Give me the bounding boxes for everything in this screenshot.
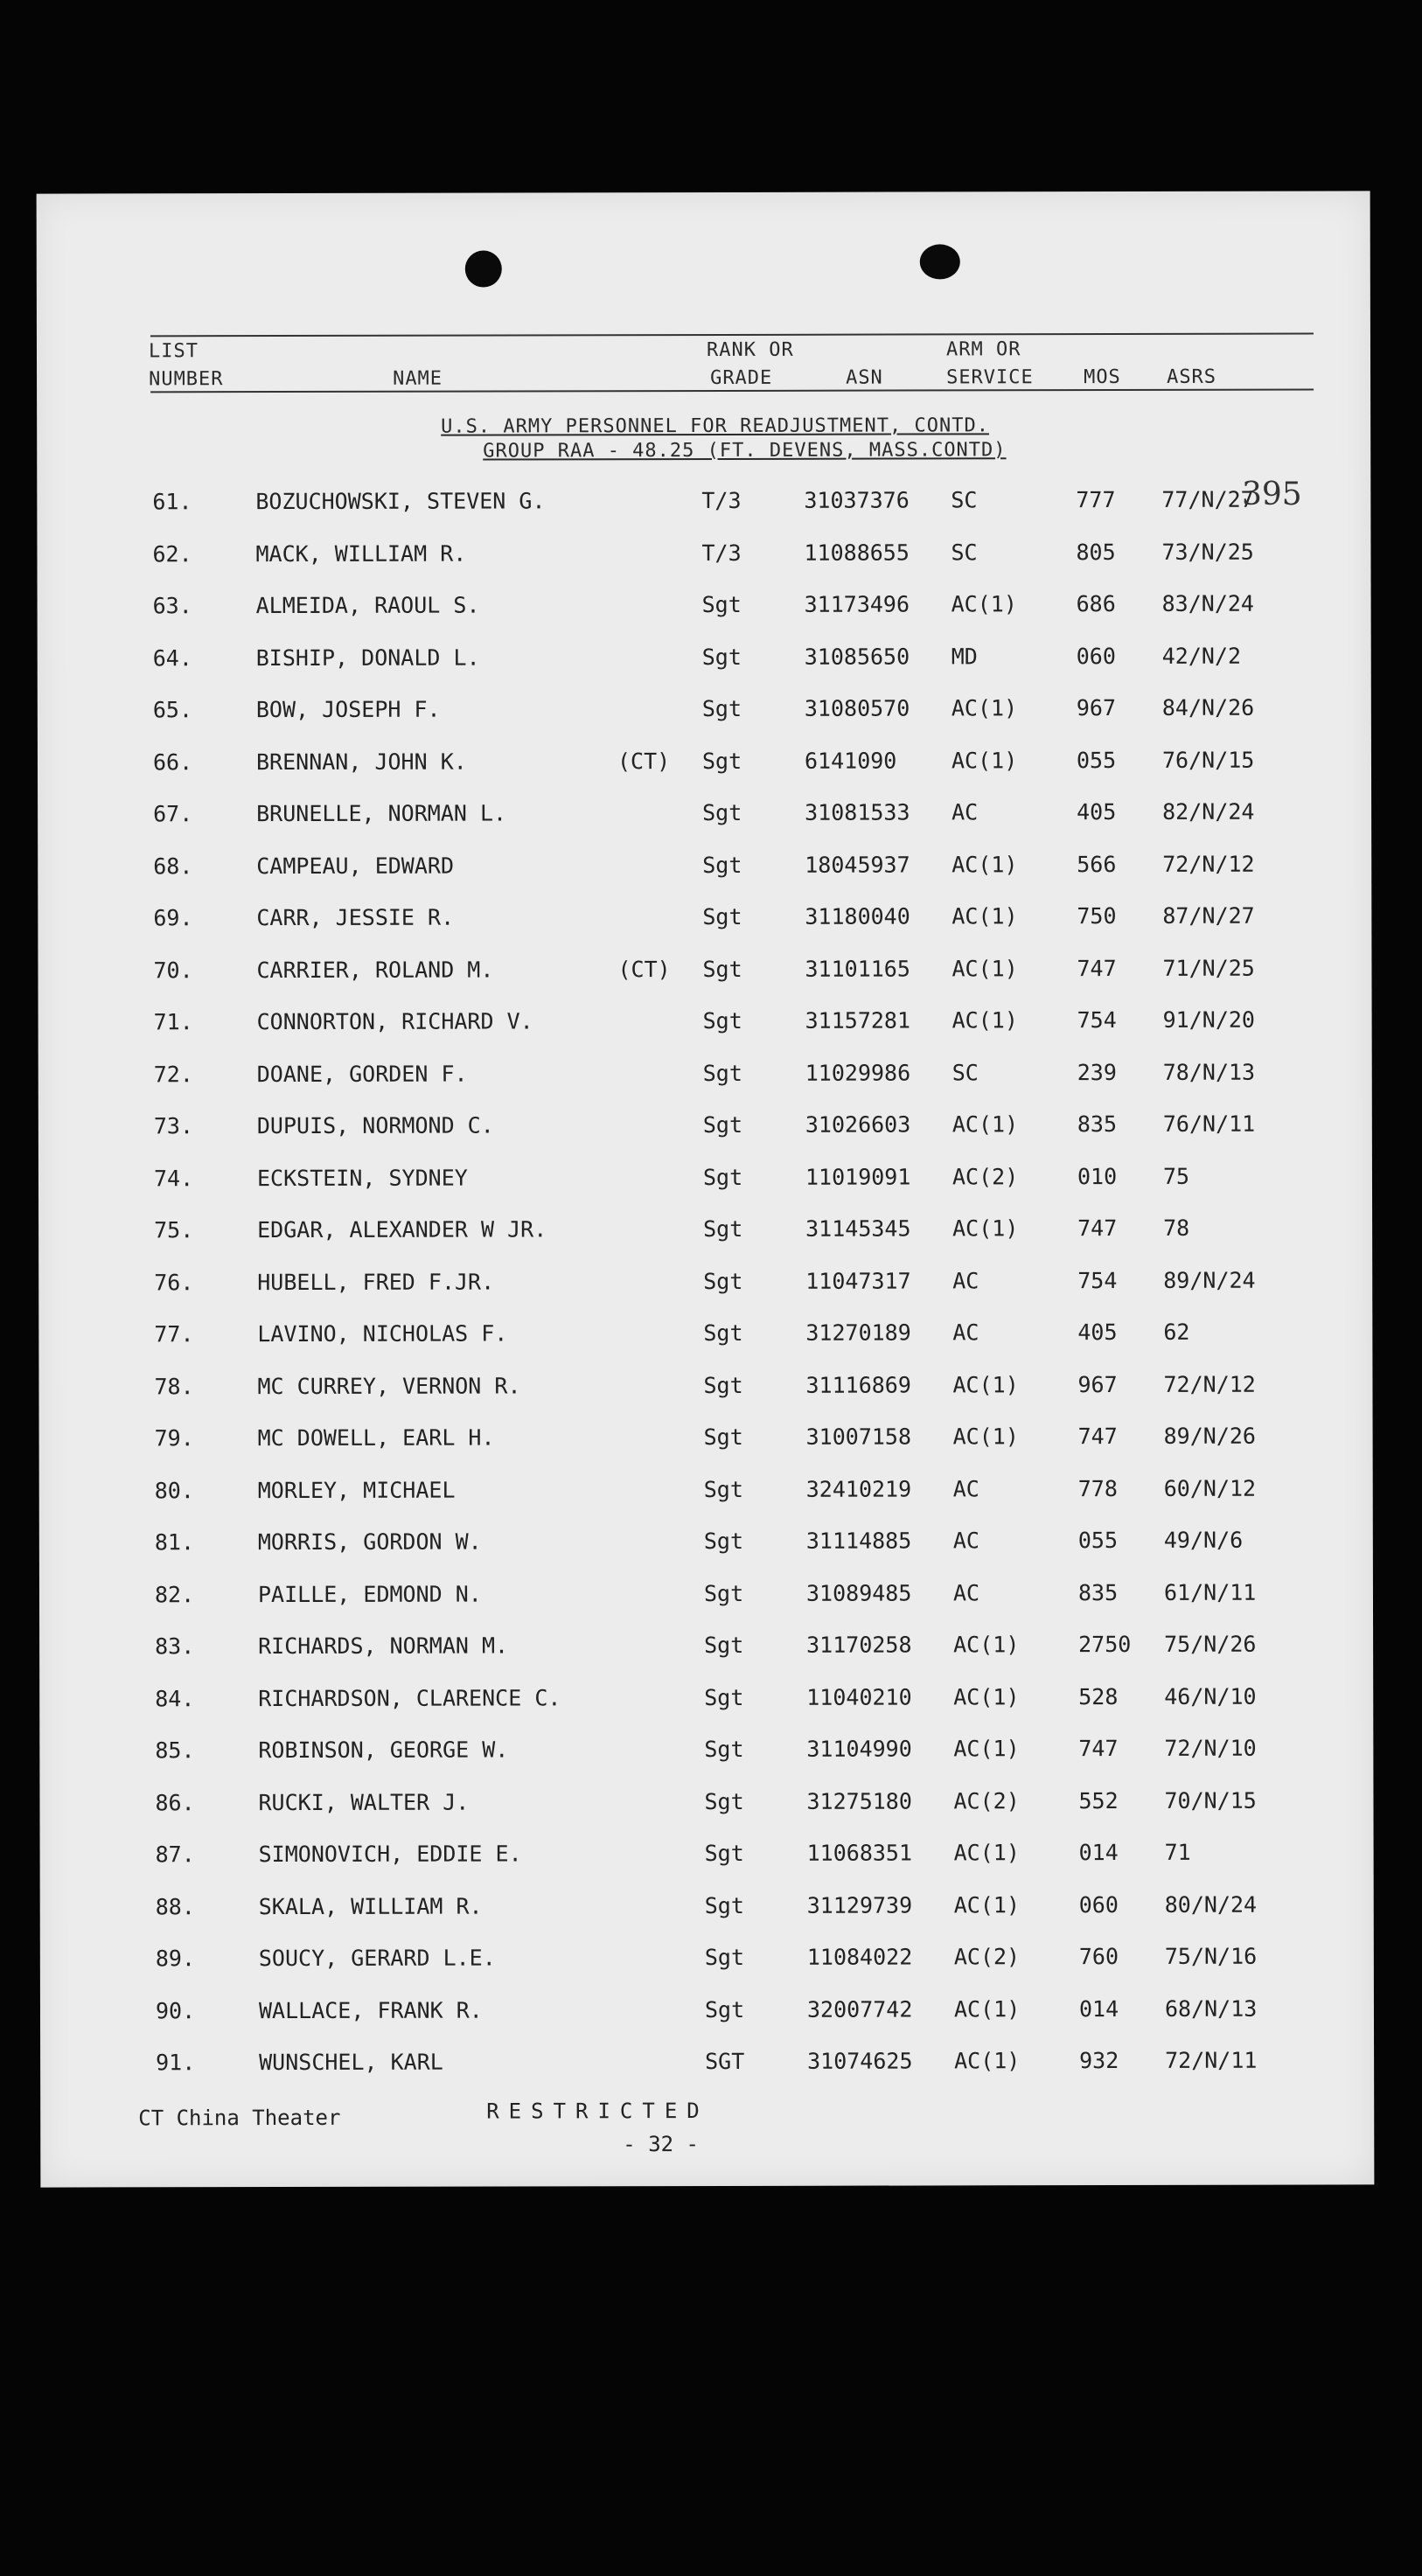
table-row: [38, 1006, 1372, 1062]
header-mos: MOS: [1084, 366, 1121, 389]
table-row: [38, 747, 1371, 802]
header-rule-bottom: [150, 389, 1314, 393]
arm-service-cell: AC(1): [951, 747, 1018, 773]
mos-cell: 010: [1077, 1163, 1118, 1189]
asn-cell: 11088655: [804, 540, 910, 566]
asrs-cell: 78: [1163, 1215, 1190, 1241]
asn-cell: 31080570: [804, 695, 910, 721]
table-row: [40, 1839, 1374, 1894]
mos-cell: 754: [1077, 1267, 1118, 1293]
arm-service-cell: AC(2): [951, 1163, 1019, 1189]
grade-cell: Sgt: [703, 1424, 743, 1451]
table-row: [40, 1943, 1374, 1998]
grade-cell: Sgt: [704, 1996, 745, 2023]
grade-cell: Sgt: [702, 1007, 742, 1034]
side-page-number: 395: [1242, 477, 1302, 512]
mos-cell: 528: [1078, 1683, 1119, 1709]
header-name: NAME: [393, 367, 443, 390]
grade-cell: Sgt: [702, 956, 742, 982]
table-row: [38, 643, 1371, 698]
arm-service-cell: MD: [951, 643, 978, 669]
mos-cell: 405: [1077, 1319, 1118, 1346]
person-name-cell: RICHARDSON, CLARENCE C.: [258, 1684, 561, 1711]
mos-cell: 754: [1077, 1007, 1117, 1034]
person-name-cell: BRENNAN, JOHN K.: [255, 748, 467, 775]
person-name-cell: HUBELL, FRED F.JR.: [257, 1269, 495, 1295]
arm-service-cell: AC(2): [953, 1944, 1021, 1970]
asrs-cell: 78/N/13: [1162, 1059, 1256, 1085]
punch-hole-left: [465, 250, 502, 287]
asrs-cell: 84/N/26: [1161, 694, 1255, 721]
grade-cell: Sgt: [701, 644, 742, 670]
asn-cell: 32007742: [806, 1996, 913, 2023]
page-number: - 32 -: [623, 2132, 700, 2157]
mos-cell: 760: [1078, 1944, 1119, 1970]
list-number-cell: 74.: [153, 1165, 194, 1191]
header-asrs: ASRS: [1167, 366, 1217, 388]
header-grade-1: RANK OR: [706, 338, 794, 361]
mos-cell: 967: [1076, 695, 1117, 721]
person-name-cell: ALMEIDA, RAOUL S.: [255, 592, 480, 619]
mos-cell: 014: [1078, 1995, 1119, 2022]
person-name-cell: CONNORTON, RICHARD V.: [256, 1008, 533, 1035]
list-number-cell: 76.: [154, 1269, 194, 1295]
list-number-cell: 83.: [155, 1633, 195, 1660]
arm-service-cell: AC(1): [952, 1215, 1019, 1242]
grade-cell: Sgt: [703, 1268, 743, 1294]
person-name-cell: PAILLE, EDMOND N.: [257, 1581, 482, 1607]
asn-cell: 31270189: [805, 1319, 911, 1346]
arm-service-cell: AC: [952, 1319, 979, 1346]
person-name-cell: LAVINO, NICHOLAS F.: [257, 1320, 508, 1347]
table-row: [38, 851, 1371, 906]
mos-cell: 055: [1076, 747, 1117, 773]
list-number-cell: 67.: [153, 801, 193, 827]
asn-cell: 31026603: [805, 1111, 911, 1138]
list-number-cell: 86.: [155, 1789, 195, 1815]
header-grade-2: GRADE: [710, 366, 773, 389]
arm-service-cell: AC: [952, 1528, 979, 1554]
restricted-stamp: RESTRICTED: [486, 2098, 709, 2124]
asn-cell: 31089485: [805, 1580, 912, 1606]
asrs-cell: 80/N/24: [1164, 1891, 1258, 1918]
list-number-cell: 62.: [152, 540, 192, 567]
arm-service-cell: AC(1): [952, 1371, 1019, 1397]
table-row: [40, 2047, 1374, 2102]
list-number-cell: 89.: [155, 1946, 196, 1972]
asn-cell: 31170258: [806, 1632, 912, 1658]
list-number-cell: 90.: [155, 1997, 196, 2023]
table-row: [38, 1267, 1372, 1322]
mos-cell: 835: [1077, 1111, 1118, 1138]
arm-service-cell: AC(1): [951, 695, 1018, 721]
person-name-cell: EDGAR, ALEXANDER W JR.: [257, 1216, 547, 1243]
person-name-cell: WALLACE, FRANK R.: [258, 1997, 483, 2023]
header-arm-2: SERVICE: [946, 366, 1034, 389]
asrs-cell: 49/N/6: [1163, 1527, 1244, 1553]
mos-cell: 2750: [1078, 1631, 1132, 1658]
list-number-cell: 68.: [153, 853, 193, 879]
table-row: [40, 1995, 1374, 2050]
grade-cell: Sgt: [702, 1111, 743, 1138]
asn-cell: 11084022: [806, 1944, 913, 1970]
list-number-cell: 78.: [154, 1373, 194, 1399]
arm-service-cell: AC(1): [951, 1111, 1019, 1138]
asrs-cell: 76/N/15: [1161, 747, 1255, 773]
arm-service-cell: SC: [951, 539, 978, 565]
person-name-cell: MORLEY, MICHAEL: [257, 1477, 456, 1503]
arm-service-cell: AC: [952, 1475, 979, 1501]
asn-cell: 11019091: [805, 1164, 911, 1190]
grade-cell: Sgt: [703, 1476, 743, 1502]
theater-note-cell: (CT): [617, 748, 671, 774]
mos-cell: 750: [1077, 903, 1117, 929]
table-row: [39, 1423, 1373, 1478]
list-number-cell: 87.: [155, 1841, 195, 1868]
person-name-cell: RICHARDS, NORMAN M.: [258, 1633, 509, 1660]
header-list-number-2: NUMBER: [149, 368, 224, 391]
person-name-cell: DOANE, GORDEN F.: [256, 1061, 468, 1087]
theater-note-cell: (CT): [617, 956, 671, 982]
arm-service-cell: AC(1): [951, 1007, 1018, 1034]
asn-cell: 11040210: [806, 1684, 912, 1710]
person-name-cell: BOW, JOSEPH F.: [255, 696, 441, 723]
table-row: [38, 590, 1371, 645]
arm-service-cell: SC: [951, 1059, 979, 1085]
list-number-cell: 85.: [155, 1737, 195, 1764]
list-number-cell: 80.: [154, 1477, 194, 1503]
person-name-cell: MC DOWELL, EARL H.: [257, 1424, 495, 1452]
grade-cell: Sgt: [704, 1736, 744, 1763]
arm-service-cell: AC(1): [953, 1891, 1021, 1918]
asn-cell: 31145345: [805, 1215, 911, 1242]
table-row: [38, 1110, 1372, 1166]
grade-cell: Sgt: [702, 1164, 743, 1190]
person-name-cell: BRUNELLE, NORMAN L.: [256, 800, 507, 827]
asrs-cell: 87/N/27: [1162, 902, 1255, 929]
grade-cell: Sgt: [701, 591, 742, 618]
asn-cell: 31180040: [805, 903, 910, 929]
grade-cell: Sgt: [703, 1372, 743, 1398]
mos-cell: 552: [1078, 1787, 1119, 1814]
mos-cell: 060: [1076, 643, 1116, 669]
person-name-cell: MORRIS, GORDON W.: [257, 1528, 482, 1556]
person-name-cell: WUNSCHEL, KARL: [259, 2049, 443, 2076]
mos-cell: 778: [1077, 1475, 1118, 1501]
table-row: [39, 1579, 1373, 1634]
asn-cell: 31104990: [806, 1736, 912, 1762]
asn-cell: 6141090: [804, 748, 897, 774]
table-row: [38, 955, 1371, 1010]
header-arm-1: ARM OR: [945, 338, 1021, 361]
asn-cell: 31275180: [806, 1788, 912, 1814]
list-number-cell: 91.: [156, 2050, 196, 2076]
asrs-cell: 89/N/24: [1163, 1267, 1256, 1293]
list-number-cell: 61.: [152, 489, 192, 515]
list-number-cell: 65.: [152, 697, 193, 723]
asrs-cell: 71: [1164, 1839, 1191, 1865]
grade-cell: Sgt: [704, 1840, 744, 1867]
mos-cell: 686: [1076, 591, 1116, 617]
arm-service-cell: AC(1): [951, 903, 1018, 929]
asrs-cell: 71/N/25: [1162, 955, 1255, 981]
arm-service-cell: AC(1): [952, 1424, 1019, 1450]
personnel-list: [37, 486, 1374, 2102]
asn-cell: 31116869: [805, 1372, 911, 1398]
asrs-cell: 72/N/11: [1165, 2047, 1258, 2073]
grade-cell: Sgt: [701, 695, 742, 722]
asrs-cell: 72/N/12: [1162, 851, 1255, 877]
mos-cell: 405: [1077, 799, 1117, 825]
list-number-cell: 69.: [153, 905, 193, 931]
asrs-cell: 77/N/27: [1161, 486, 1254, 512]
punch-hole-right: [920, 244, 960, 279]
grade-cell: Sgt: [703, 1580, 744, 1606]
person-name-cell: RUCKI, WALTER J.: [258, 1789, 470, 1815]
list-number-cell: 63.: [152, 593, 192, 619]
mos-cell: 747: [1077, 955, 1117, 981]
asn-cell: 32410219: [805, 1476, 912, 1502]
grade-cell: Sgt: [704, 1788, 744, 1814]
arm-service-cell: AC(1): [951, 851, 1018, 877]
person-name-cell: CAMPEAU, EDWARD: [256, 853, 455, 879]
grade-cell: Sgt: [703, 1215, 743, 1243]
grade-cell: Sgt: [702, 799, 742, 826]
asrs-cell: 75: [1162, 1163, 1190, 1189]
mos-cell: 747: [1078, 1736, 1119, 1762]
grade-cell: Sgt: [702, 903, 742, 930]
arm-service-cell: AC(1): [954, 2048, 1021, 2074]
table-row: [37, 539, 1370, 594]
mos-cell: 777: [1076, 487, 1116, 513]
asrs-cell: 89/N/26: [1163, 1423, 1256, 1449]
list-number-cell: 81.: [154, 1529, 195, 1556]
header-rule-top: [150, 333, 1314, 338]
grade-cell: Sgt: [703, 1319, 743, 1347]
mos-cell: 566: [1077, 851, 1117, 877]
mos-cell: 055: [1077, 1528, 1119, 1554]
asn-cell: 31114885: [805, 1528, 912, 1554]
person-name-cell: SOUCY, GERARD L.E.: [258, 1945, 496, 1972]
table-row: [39, 1787, 1373, 1842]
asrs-cell: 76/N/11: [1162, 1110, 1256, 1137]
arm-service-cell: SC: [951, 487, 978, 513]
arm-service-cell: AC: [951, 799, 979, 825]
asrs-cell: 72/N/10: [1164, 1735, 1257, 1761]
arm-service-cell: AC(2): [953, 1787, 1020, 1814]
list-number-cell: 84.: [155, 1685, 195, 1711]
table-row: [38, 1215, 1372, 1270]
asrs-cell: 73/N/25: [1161, 539, 1254, 565]
arm-service-cell: AC: [952, 1579, 980, 1605]
mos-cell: 805: [1076, 539, 1116, 565]
person-name-cell: CARRIER, ROLAND M.: [256, 957, 494, 983]
grade-cell: SGT: [705, 2048, 745, 2075]
list-number-cell: 72.: [153, 1061, 193, 1087]
list-number-cell: 64.: [152, 644, 192, 671]
asrs-cell: 75/N/26: [1164, 1631, 1257, 1657]
asrs-cell: 91/N/20: [1162, 1006, 1255, 1033]
grade-cell: Sgt: [704, 1632, 744, 1659]
table-row: [37, 486, 1370, 541]
mos-cell: 932: [1079, 2048, 1119, 2074]
grade-cell: Sgt: [701, 748, 742, 774]
list-number-cell: 71.: [153, 1009, 193, 1035]
arm-service-cell: AC(1): [951, 591, 1017, 617]
asrs-cell: 46/N/10: [1164, 1683, 1257, 1709]
list-number-cell: 73.: [153, 1113, 194, 1139]
header-list-number-1: LIST: [148, 340, 199, 363]
list-number-cell: 82.: [154, 1581, 195, 1607]
asn-cell: 18045937: [805, 852, 910, 878]
table-row: [38, 1163, 1372, 1218]
grade-cell: Sgt: [702, 1060, 742, 1086]
grade-cell: Sgt: [703, 1528, 744, 1555]
list-number-cell: 79.: [154, 1425, 194, 1452]
mos-cell: 747: [1077, 1424, 1118, 1450]
arm-service-cell: AC(1): [953, 1995, 1021, 2022]
table-row: [39, 1683, 1373, 1738]
table-row: [38, 694, 1371, 749]
mos-cell: 967: [1077, 1371, 1118, 1397]
arm-service-cell: AC(1): [953, 1736, 1020, 1762]
table-row: [39, 1475, 1373, 1530]
legend-note: CT China Theater: [138, 2105, 341, 2131]
asn-cell: 31101165: [805, 956, 910, 982]
asrs-cell: 61/N/11: [1163, 1579, 1257, 1605]
person-name-cell: BISHIP, DONALD L.: [255, 644, 480, 671]
grade-cell: T/3: [701, 540, 742, 566]
person-name-cell: DUPUIS, NORMOND C.: [256, 1112, 494, 1139]
grade-cell: Sgt: [704, 1684, 744, 1710]
asrs-cell: 83/N/24: [1161, 590, 1254, 616]
asrs-cell: 42/N/2: [1161, 643, 1242, 669]
asn-cell: 11029986: [805, 1060, 911, 1086]
table-row: [38, 902, 1371, 957]
list-number-cell: 66.: [152, 748, 193, 775]
list-number-cell: 70.: [153, 957, 193, 983]
arm-service-cell: AC(1): [953, 1632, 1020, 1658]
person-name-cell: MC CURREY, VERNON R.: [257, 1372, 521, 1399]
title-line-1: U.S. ARMY PERSONNEL FOR READJUSTMENT, CONTD.: [441, 414, 989, 438]
person-name-cell: ECKSTEIN, SYDNEY: [256, 1165, 468, 1191]
asrs-cell: 70/N/15: [1164, 1787, 1257, 1814]
mos-cell: 014: [1078, 1840, 1119, 1866]
person-name-cell: ROBINSON, GEORGE W.: [258, 1737, 509, 1764]
table-row: [38, 1319, 1372, 1374]
person-name-cell: SIMONOVICH, EDDIE E.: [258, 1841, 522, 1868]
asrs-cell: 82/N/24: [1162, 798, 1255, 825]
grade-cell: Sgt: [704, 1944, 745, 1971]
asn-cell: 31037376: [804, 487, 910, 513]
person-name-cell: CARR, JESSIE R.: [256, 904, 455, 931]
asrs-cell: 62: [1163, 1319, 1190, 1345]
asrs-cell: 60/N/12: [1163, 1475, 1257, 1501]
header-asn: ASN: [846, 366, 883, 389]
arm-service-cell: AC(1): [953, 1683, 1020, 1709]
arm-service-cell: AC(1): [953, 1840, 1020, 1866]
table-row: [38, 798, 1371, 853]
mos-cell: 239: [1077, 1059, 1117, 1085]
title-line-2: GROUP RAA - 48.25 (FT. DEVENS, MASS.CONTD): [483, 439, 1007, 463]
asn-cell: 31085650: [804, 644, 910, 670]
arm-service-cell: AC(1): [951, 955, 1018, 981]
asn-cell: 11047317: [805, 1268, 911, 1294]
table-row: [38, 1371, 1372, 1426]
person-name-cell: BOZUCHOWSKI, STEVEN G.: [255, 488, 546, 515]
table-row: [39, 1735, 1373, 1790]
asrs-cell: 72/N/12: [1163, 1371, 1256, 1397]
person-name-cell: SKALA, WILLIAM R.: [258, 1893, 483, 1919]
table-row: [40, 1891, 1374, 1946]
asn-cell: 11068351: [806, 1840, 913, 1866]
mos-cell: 835: [1077, 1579, 1119, 1605]
asn-cell: 31074625: [807, 2048, 913, 2074]
asn-cell: 31173496: [804, 591, 910, 617]
table-row: [39, 1631, 1373, 1686]
asn-cell: 31007158: [805, 1424, 912, 1450]
table-row: [38, 1059, 1372, 1114]
list-number-cell: 77.: [154, 1321, 194, 1347]
person-name-cell: MACK, WILLIAM R.: [255, 540, 467, 567]
asn-cell: 31081533: [805, 799, 910, 825]
list-number-cell: 75.: [154, 1217, 194, 1243]
asn-cell: 31129739: [806, 1892, 913, 1918]
list-number-cell: 88.: [155, 1893, 195, 1919]
grade-cell: Sgt: [702, 852, 742, 878]
table-row: [39, 1527, 1373, 1582]
asn-cell: 31157281: [805, 1007, 911, 1034]
asrs-cell: 75/N/16: [1164, 1943, 1258, 1969]
arm-service-cell: AC: [952, 1267, 979, 1293]
grade-cell: T/3: [701, 487, 742, 514]
asrs-cell: 68/N/13: [1164, 1995, 1258, 2022]
grade-cell: Sgt: [704, 1892, 744, 1918]
document-page: [37, 191, 1375, 2187]
mos-cell: 747: [1077, 1215, 1118, 1242]
mos-cell: 060: [1078, 1891, 1119, 1918]
